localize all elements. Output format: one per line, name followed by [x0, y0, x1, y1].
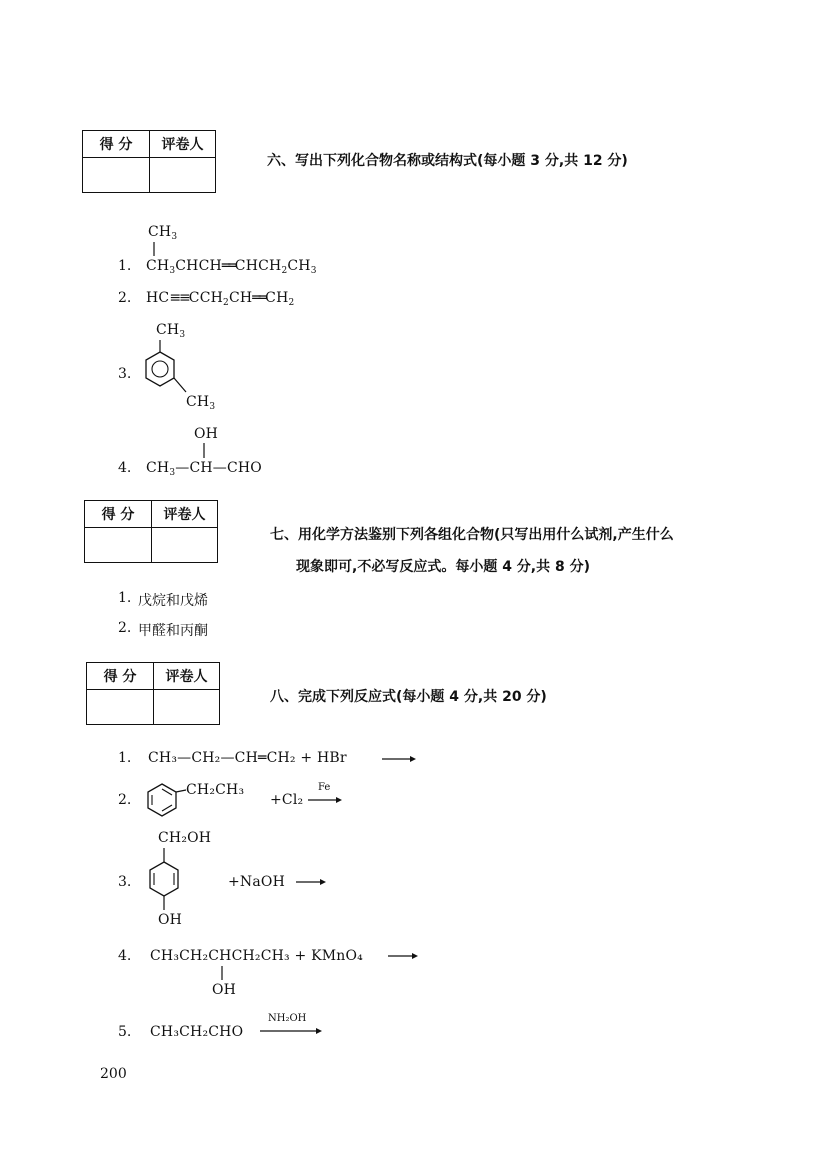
section-seven-title-line2: 现象即可,不必写反应式。每小题 4 分,共 8 分) [296, 559, 591, 575]
item-8-3-bottom: OH [158, 912, 183, 928]
item-8-2-substituent: CH₂CH₃ [186, 782, 245, 798]
item-8-5-lhs: CH₃CH₂CHO [150, 1024, 244, 1040]
item-6-3-top: $CH_3$ [156, 322, 186, 340]
item-8-3-top: CH₂OH [158, 830, 212, 846]
item-6-1-number: 1. [118, 258, 132, 274]
score-label: 得 分 [83, 131, 150, 158]
item-8-4-branch: OH [212, 982, 237, 998]
item-8-2-catalyst: Fe [318, 782, 331, 793]
item-8-3-number: 3. [118, 874, 132, 890]
grader-label: 评卷人 [150, 131, 216, 158]
item-7-1-text: 戊烷和戊烯 [138, 593, 208, 609]
item-8-1-number: 1. [118, 750, 132, 766]
section-six-title: 六、写出下列化合物名称或结构式(每小题 3 分,共 12 分) [267, 153, 628, 169]
item-8-2-reagent: +Cl₂ [270, 792, 304, 808]
grader-label: 评卷人 [154, 663, 220, 690]
item-6-3-bottom: $CH_3$ [186, 394, 216, 412]
item-7-2-text: 甲醛和丙酮 [138, 623, 208, 639]
section-seven-title-line1: 七、用化学方法鉴别下列各组化合物(只写出用什么试剂,产生什么 [270, 527, 674, 543]
item-8-5-number: 5. [118, 1024, 132, 1040]
item-8-1-lhs: CH₃—CH₂—CH═CH₂ + HBr [148, 750, 347, 766]
item-6-4-top: OH [194, 426, 219, 442]
item-6-3-number: 3. [118, 366, 132, 382]
score-label: 得 分 [85, 501, 152, 528]
page-number: 200 [100, 1066, 127, 1082]
item-6-4-formula: $CH_3—CH—CHO$ [146, 460, 262, 478]
item-8-4-number: 4. [118, 948, 132, 964]
item-6-2-formula: $HC\equiv\equiv CCH_2CH══CH_2$ [146, 290, 295, 308]
item-7-1-number: 1. [118, 590, 132, 606]
item-8-5-reagent: NH₂OH [268, 1013, 307, 1024]
item-6-1-formula: $CH_3CHCH══CHCH_2CH_3$ [146, 258, 317, 276]
item-7-2-number: 2. [118, 620, 132, 636]
item-8-2-number: 2. [118, 792, 132, 808]
item-6-2-number: 2. [118, 290, 132, 306]
item-8-4-lhs: CH₃CH₂CHCH₂CH₃ + KMnO₄ [150, 948, 363, 964]
section-eight-title: 八、完成下列反应式(每小题 4 分,共 20 分) [270, 689, 547, 705]
grader-label: 评卷人 [152, 501, 218, 528]
item-6-1-branch: $CH_3$ [148, 224, 178, 242]
score-label: 得 分 [87, 663, 154, 690]
item-8-3-reagent: +NaOH [228, 874, 286, 890]
item-6-4-number: 4. [118, 460, 132, 476]
